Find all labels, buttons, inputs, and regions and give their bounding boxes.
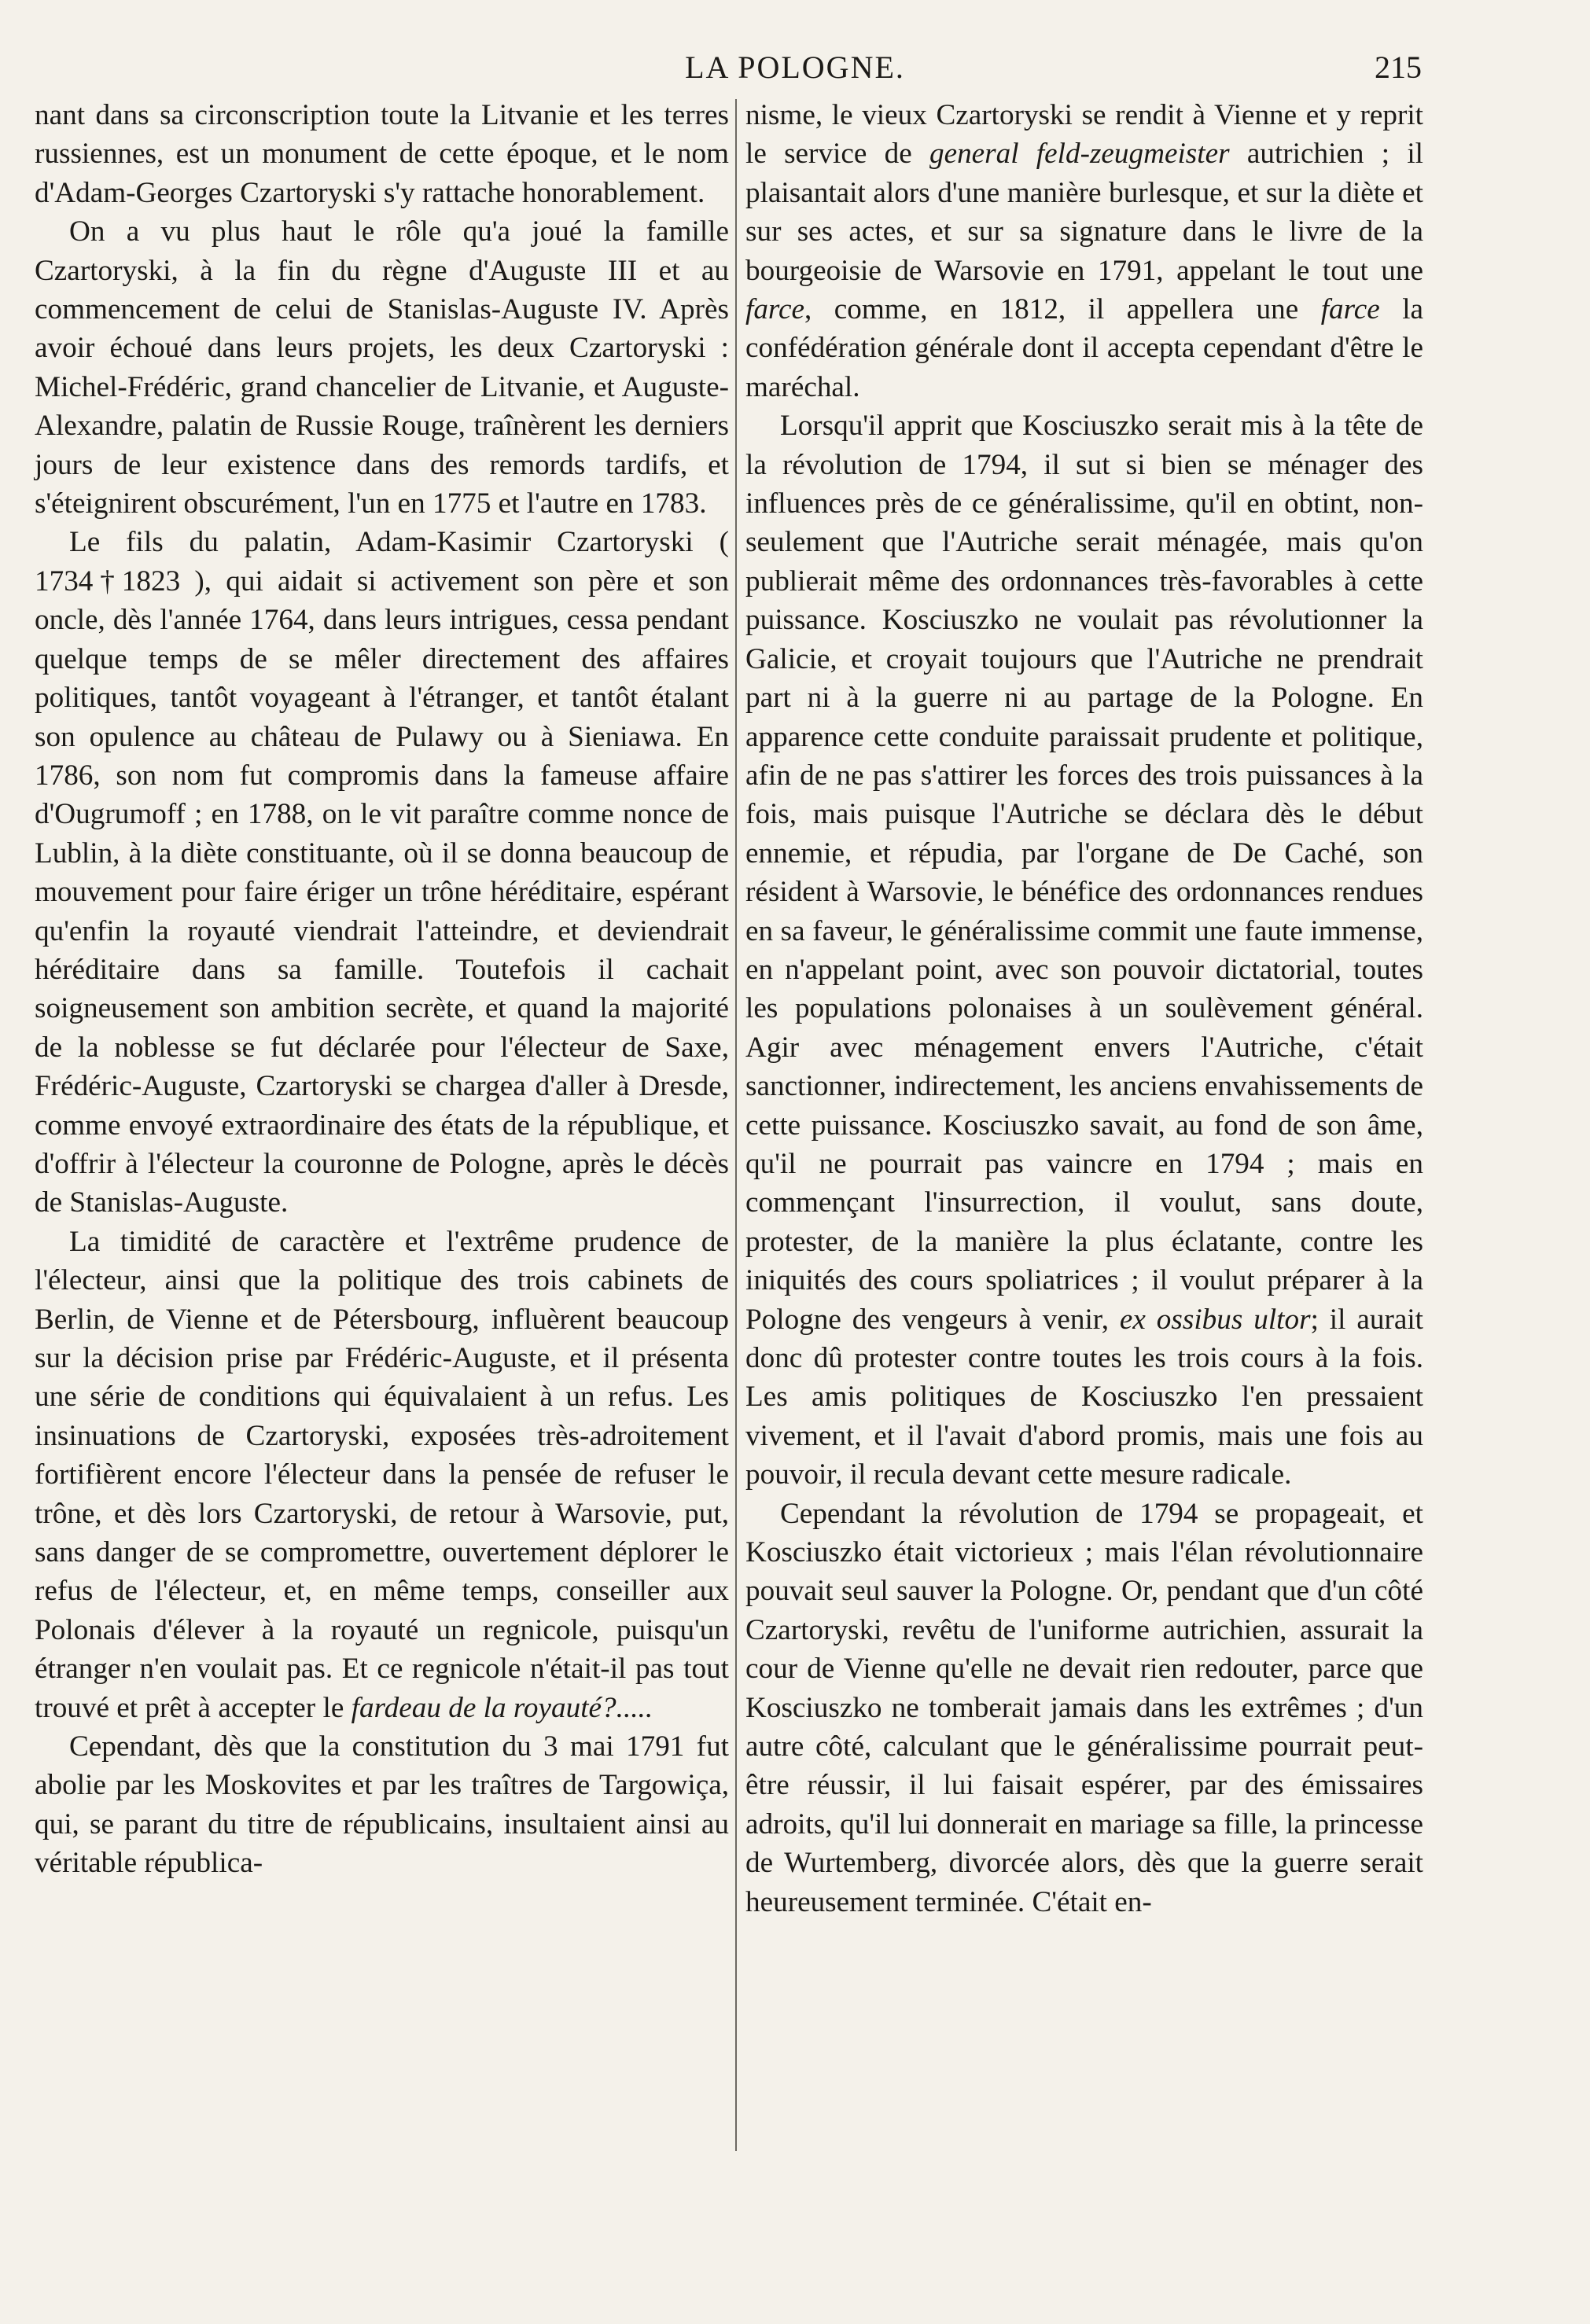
paragraph-text: nisme, le vieux Czartoryski se rendit à Vienne et y reprit le service de [745, 99, 1423, 171]
paragraph: nant dans sa circonscription toute la Litvanie et les terres russiennes, est un monument de cette époque, et le nom d'Adam-Georges Czartoryski s'y rattache honorablement. [35, 99, 729, 209]
paragraph-text: Lorsqu'il apprit que Kosciuszko serait mis à la tête de la révolution de 1794, il sut si bien se ménager des influences près de ce généralissime, qu'il en obtint, non-seulement que l'Autriche serait ménagée, mais qu'on publierait même des ordonnances très-favorables à cette puissance. Kosciuszko ne voulait pas révolutionner la Galicie, et croyait toujours que l'Autriche ne prendrait part ni à la guerre ni au partage de la Pologne. En apparence cette conduite paraissait prudente et politique, afin de ne pas s'attirer les forces des trois puissances à la fois, mais puisque l'Autriche se déclara dès le début ennemie, et répudia, par l'organe de De Caché, son résident à Warsovie, le bénéfice des ordonnances rendues en sa faveur, le généralissime commit une faute immense, en n'appelant point, avec son pouvoir dictatorial, toutes les populations polonaises à un soulèvement général. Agir avec ménagement envers l'Autriche, c'était sanctionner, indirectement, les anciens envahissements de cette puissance. Kosciuszko savait, au fond de son âme, qu'il ne pourrait pas vaincre en 1794 ; mais en commençant l'insurrection, il voulut, sans doute, protester, de la manière la plus éclatante, contre les iniquités des cours spoliatrices ; il voulut préparer à la Pologne des vengeurs à venir, [745, 410, 1423, 1336]
left-column [35, 96, 729, 1883]
running-head [0, 44, 1590, 91]
paragraph: On a vu plus haut le rôle qu'a joué la famille Czartoryski, à la fin du règne d'Auguste III et au commencement de celui de Stanislas-Auguste IV. Après avoir échoué dans leurs projets, les deux Czartoryski : Michel-Frédéric, grand chancelier de Litvanie, et Auguste-Alexandre, palatin de Russie Rouge, traînèrent les derniers jours de leur existence dans des remords tardifs, et s'éteignirent obscurément, l'un en 1775 et l'autre en 1783. [35, 215, 729, 520]
italic-phrase: farce [1320, 293, 1380, 326]
paragraph-text: la confédération générale dont il accepta cependant d'être le maréchal. [745, 293, 1424, 403]
paragraph-text: La timidité de caractère et l'extrême prudence de l'électeur, ainsi que la politique des trois cabinets de Berlin, de Vienne et de Pétersbourg, influèrent beaucoup sur la décision prise par Frédéric-Auguste, et il présenta une série de conditions qui équivalaient à un refus. Les insinuations de Czartoryski, exposées très-adroitement fortifièrent encore l'électeur dans la pensée de refuser le trône, et dès lors Czartoryski, de retour à Warsovie, put, sans danger de se compromettre, ouvertement déplorer le refus de l'électeur, et, en même temps, conseiller aux Polonais d'élever à la royauté un regnicole, puisqu'un étranger n'en voulait pas. Et ce regnicole n'était-il pas tout trouvé et prêt à accepter le [35, 1225, 729, 1724]
paragraph [745, 96, 1423, 406]
italic-phrase: fardeau de la royauté?..... [351, 1691, 653, 1724]
paragraph [35, 1223, 729, 1727]
page-title: LA POLOGNE. [685, 50, 905, 85]
paragraph: Cependant, dès que la constitution du 3 mai 1791 fut abolie par les Moskovites et par les traîtres de Targowiça, qui, se parant du titre de républicains, insultaient ainsi au véritable républica- [35, 1730, 729, 1880]
paragraph-text: autrichien ; il plaisantait alors d'une manière burlesque, et sur la diète et sur ses actes, et sur sa signature dans le livre de la bourgeoisie de Warsovie en 1791, appelant le tout une [745, 138, 1423, 287]
paragraph-text: ; il aurait donc dû protester contre toutes les trois cours à la fois. Les amis politiques de Kosciuszko l'en pressaient vivement, et il l'avait d'abord promis, mais une fois au pouvoir, il recula devant cette mesure radicale. [745, 1303, 1423, 1491]
italic-phrase: farce [745, 293, 805, 326]
paragraph-text: , comme, en 1812, il appellera une [804, 293, 1299, 326]
paragraph [745, 406, 1423, 1494]
italic-phrase: ex ossibus ultor [1119, 1303, 1311, 1336]
page-number: 215 [1375, 50, 1422, 85]
paragraph: Cependant la révolution de 1794 se propageait, et Kosciuszko était victorieux ; mais l'élan révolutionnaire pouvait seul sauver la Pologne. Or, pendant que d'un côté Czartoryski, revêtu de l'uniforme autrichien, assurait la cour de Vienne qu'elle ne devait rien redouter, parce que Kosciuszko ne tomberait jamais dans les extrêmes ; d'un autre côté, calculant que le généralissime pourrait peut-être réussir, il lui faisait espérer, par des émissaires adroits, qu'il lui donnerait en mariage sa fille, la princesse de Wurtemberg, divorcée alors, dès que la guerre serait heureusement terminée. C'était en- [745, 1497, 1423, 1918]
right-column [745, 96, 1423, 1921]
italic-phrase: general feld-zeugmeister [929, 138, 1230, 171]
paragraph: Le fils du palatin, Adam-Kasimir Czartoryski ( 1734†1823 ), qui aidait si activement son père et son oncle, dès l'année 1764, dans leurs intrigues, cessa pendant quelque temps de se mêler directement des affaires politiques, tantôt voyageant à l'étranger, et tantôt étalant son opulence au château de Pulawy ou à Sieniawa. En 1786, son nom fut compromis dans la fameuse affaire d'Ougrumoff ; en 1788, on le vit paraître comme nonce de Lublin, à la diète constituante, où il se donna beaucoup de mouvement pour faire ériger un trône héréditaire, espérant qu'enfin la royauté viendrait l'atteindre, et deviendrait héréditaire dans sa famille. Toutefois il cachait soigneusement son ambition secrète, et quand la majorité de la noblesse se fut déclarée pour l'électeur de Saxe, Frédéric-Auguste, Czartoryski se chargea d'aller à Dresde, comme envoyé extraordinaire des états de la république, et d'offrir à l'électeur la couronne de Pologne, après le décès de Stanislas-Auguste. [35, 526, 729, 1219]
column-divider [735, 99, 737, 2151]
